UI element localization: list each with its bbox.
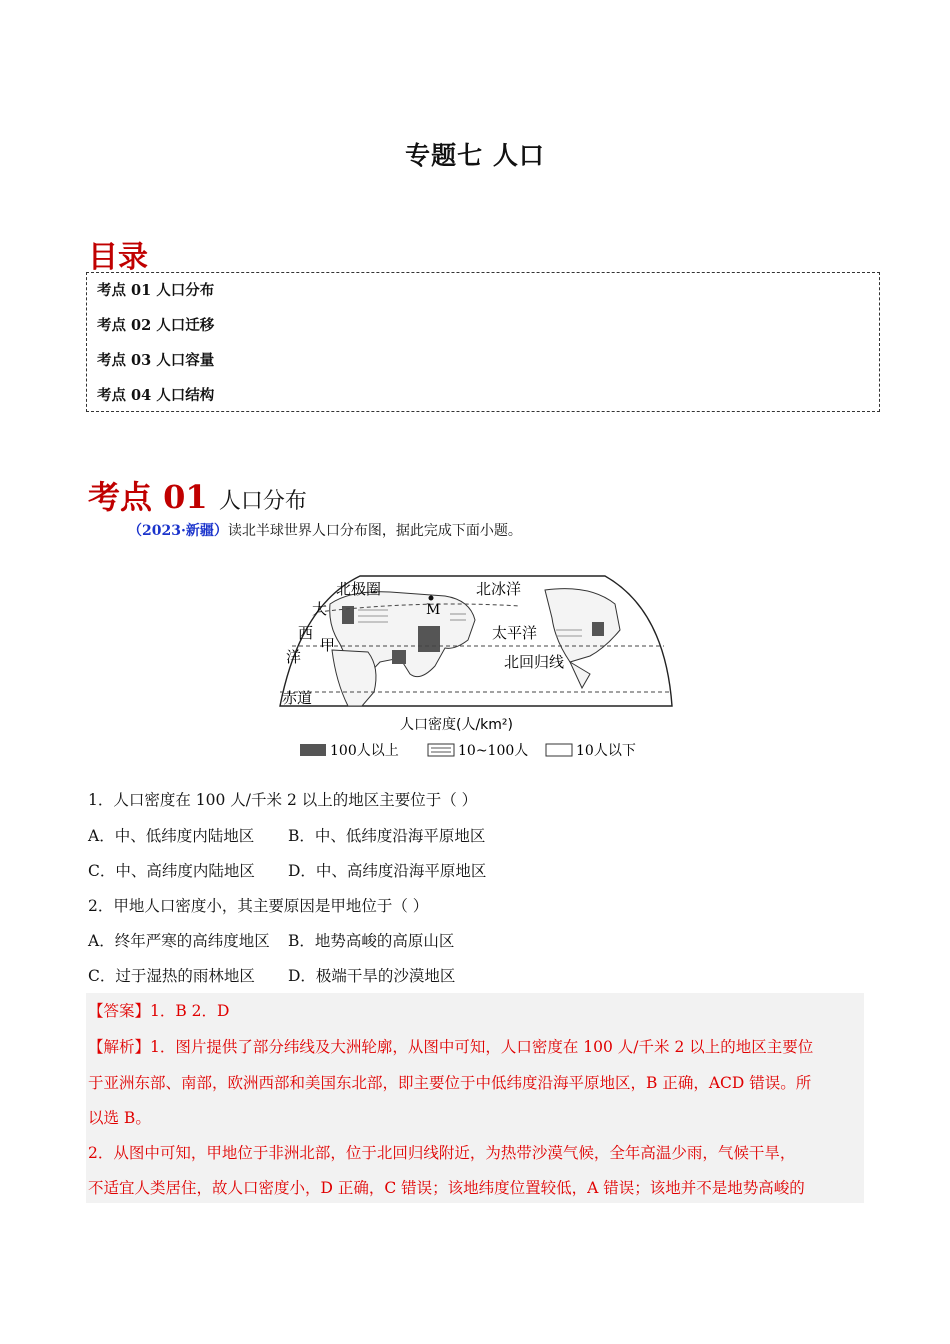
question-2-option-a[interactable]: A．终年严寒的高纬度地区	[88, 932, 270, 950]
question-1-stem: 1．人口密度在 100 人/千米 2 以上的地区主要位于（ ）	[88, 791, 478, 809]
analysis-line-5: 不适宜人类居住，故人口密度小，D 正确，C 错误；该地纬度位置较低，A 错误；该地并不是地势高峻的	[88, 1179, 805, 1197]
legend-swatch-low	[546, 744, 572, 756]
map-label-yang: 洋	[286, 648, 302, 666]
intro-text: 读北半球世界人口分布图，据此完成下面小题。	[227, 523, 522, 539]
answer-box	[86, 993, 864, 1203]
question-2-option-b[interactable]: B．地势高峻的高原山区	[288, 932, 455, 950]
toc-box	[86, 272, 880, 412]
toc-item-01[interactable]: 考点 01 人口分布	[97, 282, 215, 299]
question-1-option-c[interactable]: C．中、高纬度内陆地区	[88, 862, 255, 880]
toc-item-03[interactable]: 考点 03 人口容量	[97, 352, 215, 369]
map-label-arctic-circle: 北极圈	[336, 580, 382, 598]
map-label-pacific: 太平洋	[492, 624, 538, 642]
analysis-line-2: 于亚洲东部、南部，欧洲西部和美国东北部，即主要位于中低纬度沿海平原地区，B 正确，ACD 错误。所	[88, 1074, 812, 1092]
map-label-da: 大	[312, 600, 328, 618]
map-label-arctic-ocean: 北冰洋	[476, 580, 522, 598]
population-map-figure	[270, 570, 680, 765]
toc-heading: 目录	[88, 240, 148, 275]
answer-line: 【答案】1．B 2．D	[88, 1002, 230, 1020]
question-2-option-d[interactable]: D．极端干旱的沙漠地区	[288, 967, 456, 985]
toc-item-02[interactable]: 考点 02 人口迁移	[97, 317, 215, 334]
section-heading-main: 考点 01	[88, 478, 208, 516]
question-1-option-d[interactable]: D．中、高纬度沿海平原地区	[288, 862, 487, 880]
question-2-stem: 2．甲地人口密度小，其主要原因是甲地位于（ ）	[88, 897, 429, 915]
page-title: 专题七 人口	[405, 141, 545, 170]
question-2-option-c[interactable]: C．过于湿热的雨林地区	[88, 967, 255, 985]
map-label-m: M	[426, 602, 441, 618]
analysis-line-3: 以选 B。	[88, 1109, 151, 1127]
map-label-tropic: 北回归线	[504, 653, 565, 671]
legend-label-low: 10人以下	[576, 743, 636, 759]
question-1-option-b[interactable]: B．中、低纬度沿海平原地区	[288, 827, 486, 845]
legend-label-mid: 10~100人	[458, 743, 529, 759]
section-heading	[88, 472, 307, 518]
legend-label-high: 100人以上	[330, 743, 399, 759]
legend-title: 人口密度(人/km²)	[400, 717, 513, 733]
analysis-line-4: 2．从图中可知，甲地位于非洲北部，位于北回归线附近，为热带沙漠气候，全年高温少雨，气候干旱，	[88, 1144, 796, 1162]
question-1-option-a[interactable]: A．中、低纬度内陆地区	[88, 827, 255, 845]
analysis-line-1: 【解析】1．图片提供了部分纬线及大洲轮廓，从图中可知，人口密度在 100 人/千米 2 以上的地区主要位	[88, 1038, 814, 1056]
population-map	[270, 570, 680, 765]
section-heading-sub: 人口分布	[218, 489, 307, 514]
toc-item-04[interactable]: 考点 04 人口结构	[97, 387, 215, 404]
legend-swatch-mid	[428, 744, 454, 756]
map-label-jia: 甲	[320, 636, 336, 654]
legend-swatch-high	[300, 744, 326, 756]
question-intro	[128, 520, 522, 540]
map-label-equator: 赤道	[282, 689, 313, 707]
map-label-xi: 西	[298, 624, 314, 642]
question-source: （2023·新疆）	[128, 523, 228, 539]
